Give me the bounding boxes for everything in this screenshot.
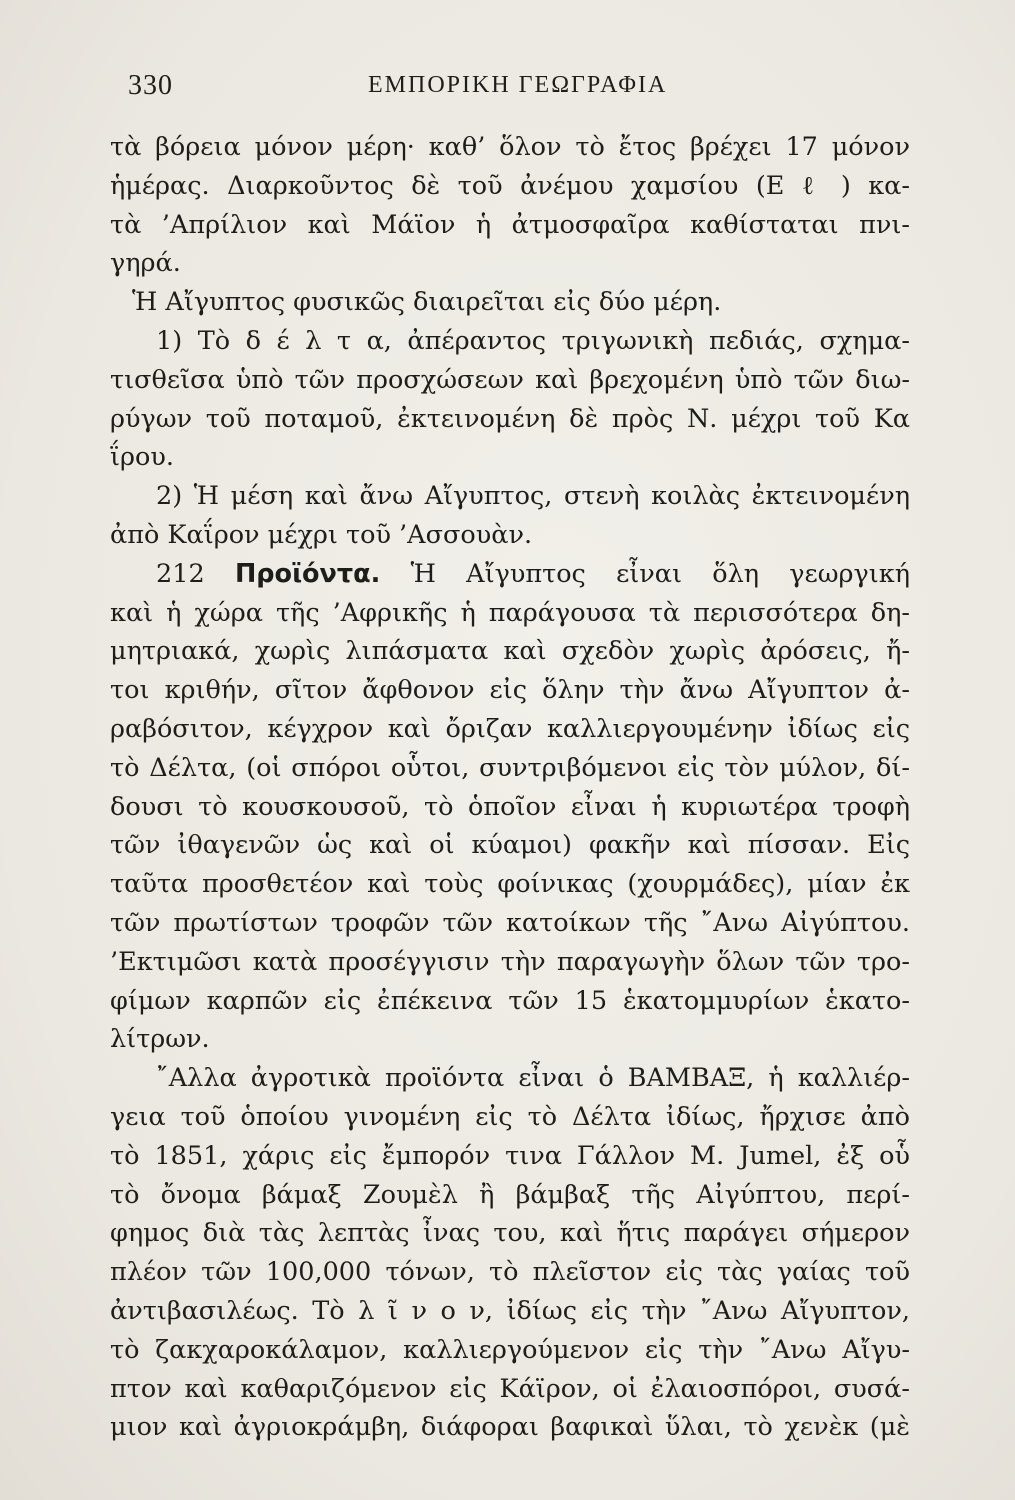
text-line: φίμων καρπῶν εἰς ἐπέκεινα τῶν 15 ἑκατομμυρίων ἑκατο- (110, 985, 910, 1016)
text-line: γεια τοῦ ὁποίου γινομένη εἰς τὸ Δέλτα ἰδίως, ἤρχισε ἀπὸ (110, 1101, 910, 1132)
body-text (110, 128, 910, 1447)
text-line: δουσι τὸ κουσκουσοῦ, τὸ ὁποῖον εἶναι ἡ κυριωτέρα τροφὴ (110, 791, 910, 822)
text-line: τὸ ζακχαροκάλαμον, καλλιεργούμενον εἰς τὴν ῎Ανω Αἴγυ- (110, 1334, 910, 1365)
text-line: 2) Ἡ μέση καὶ ἄνω Αἴγυπτος, στενὴ κοιλὰς ἐκτεινομένη (156, 481, 910, 512)
text-line: ῎Αλλα ἀγροτικὰ προϊόντα εἶναι ὁ ΒΑΜΒΑΞ, ἡ καλλιέρ- (156, 1063, 910, 1094)
text-line: τῶν ἰθαγενῶν ὡς καὶ οἱ κύαμοι) φακῆν καὶ πίσσαν. Εἰς (110, 830, 910, 861)
text-line: τὸ Δέλτα, (οἱ σπόροι οὗτοι, συντριβόμενοι εἰς τὸν μύλον, δί- (110, 752, 910, 783)
text-line: ἡμέρας. Διαρκοῦντος δὲ τοῦ ἀνέμου χαμσίου (Ε ℓ ) κα- (110, 170, 910, 201)
text-line: τὸ ὄνομα βάμαξ Ζουμὲλ ἢ βάμβαξ τῆς Αἰγύπτου, περί- (110, 1179, 910, 1210)
text-line: τῶν πρωτίστων τροφῶν τῶν κατοίκων τῆς ῎Ανω Αἰγύπτου. (110, 907, 910, 938)
text-line: ἀντιβασιλέως. Τὸ λ ῖ ν ο ν, ἰδίως εἰς τὴν ῎Ανω Αἴγυπτον, (110, 1295, 910, 1326)
section-heading-line: 212 Προϊόντα. Ἡ Αἴγυπτος εἶναι ὅλη γεωργική (156, 558, 910, 589)
text-line: φημος διὰ τὰς λεπτὰς ἶνας του, καὶ ἥτις παράγει σήμερον (110, 1218, 910, 1249)
text-line: τισθεῖσα ὑπὸ τῶν προσχώσεων καὶ βρεχομένη ὑπὸ τῶν διω- (110, 364, 910, 395)
text-line: τὰ βόρεια μόνον μέρη· καθ’ ὅλον τὸ ἔτος βρέχει 17 μόνον (110, 132, 910, 162)
text-line: τοι κριθήν, σῖτον ἄφθονον εἰς ὅλην τὴν ἄνω Αἴγυπτον ἀ- (110, 675, 910, 706)
text-line: 1) Τὸ δ έ λ τ α, ἀπέραντος τριγωνικὴ πεδιάς, σχημα- (156, 325, 910, 356)
section-heading: Προϊόντα. (234, 558, 381, 589)
text-line: μητριακά, χωρὶς λιπάσματα καὶ σχεδὸν χωρὶς ἀρόσεις, ἤ- (110, 636, 910, 667)
text-line: πλέον τῶν 100,000 τόνων, τὸ πλεῖστον εἰς τὰς γαίας τοῦ (110, 1257, 910, 1288)
page-number: 330 (128, 70, 173, 101)
text-line: ’Εκτιμῶσι κατὰ προσέγγισιν τὴν παραγωγὴν ὅλων τῶν τρο- (110, 946, 910, 977)
text-line: καὶ ἡ χώρα τῆς ’Αφρικῆς ἡ παράγουσα τὰ περισσότερα δη- (110, 597, 910, 628)
page-header (128, 70, 925, 110)
text-line: μιον καὶ ἀγριοκράμβη, διάφοραι βαφικαὶ ὕλαι, τὸ χενὲκ (μὲ (110, 1412, 910, 1443)
text-line: τὸ 1851, χάρις εἰς ἔμπορόν τινα Γάλλον Μ. Jumel, ἐξ οὗ (110, 1140, 910, 1171)
text-line: ραβόσιτον, κέγχρον καὶ ὄριζαν καλλιεργουμένην ἰδίως εἰς (110, 713, 910, 744)
text-line: γηρά. (110, 248, 181, 279)
text-line: πτον καὶ καθαριζόμενον εἰς Κάϊρον, οἱ ἐλαιοσπόροι, συσά- (110, 1373, 910, 1404)
text-line: ἀπὸ Καΐρον μέχρι τοῦ ’Ασσουὰν. (110, 519, 533, 550)
text-line: ΐρου. (110, 442, 174, 473)
text-line: ταῦτα προσθετέον καὶ τοὺς φοίνικας (χουρμάδες), μίαν ἐκ (110, 869, 910, 900)
text-line: ρύγων τοῦ ποταμοῦ, ἐκτεινομένη δὲ πρὸς Ν. μέχρι τοῦ Κα (110, 403, 910, 434)
text-line: λίτρων. (110, 1024, 210, 1055)
text-line: Ἡ Αἴγυπτος φυσικῶς διαιρεῖται εἰς δύο μέρη. (132, 287, 722, 318)
running-title: ΕΜΠΟΡΙΚΗ ΓΕΩΓΡΑΦΙΑ (368, 72, 668, 98)
text-line: τὰ ’Απρίλιον καὶ Μάϊον ἡ ἀτμοσφαῖρα καθίσταται πνι- (110, 209, 910, 240)
